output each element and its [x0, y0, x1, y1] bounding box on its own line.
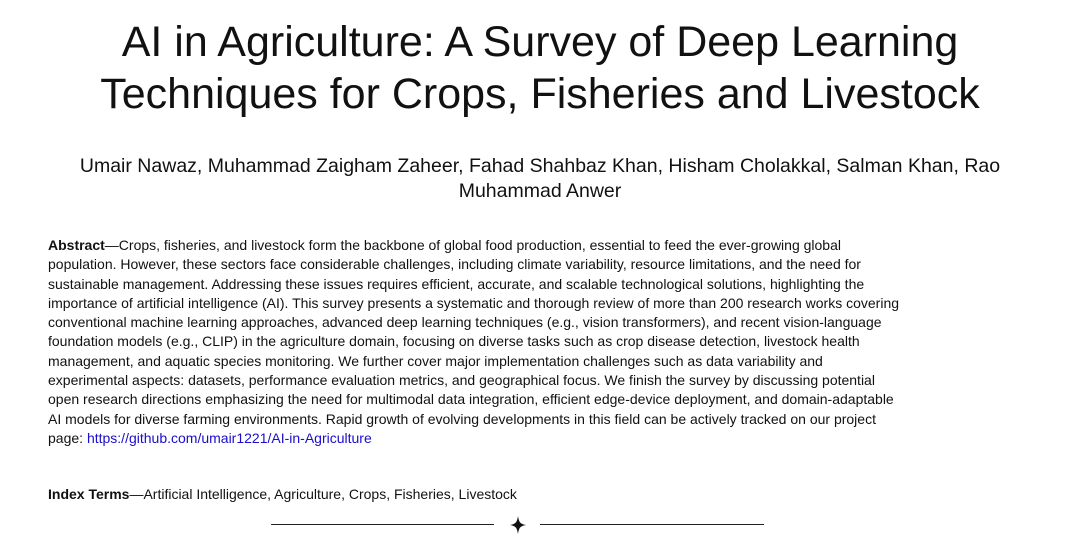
abstract-text: —Crops, fisheries, and livestock form the backbone of global food production, essential to feed the ever-growing global [104, 237, 841, 253]
abstract-line: experimental aspects: datasets, performance evaluation metrics, and geographical focus. We finish the survey by discussing potential [48, 372, 875, 389]
abstract-line: conventional machine learning approaches, advanced deep learning techniques (e.g., vision transformers), and recent vision-language [48, 314, 882, 331]
abstract-line: management, and aquatic species monitoring. We further cover major implementation challenges such as data variability and [48, 352, 823, 369]
author-list [0, 154, 1080, 204]
abstract-line: population. However, these sectors face considerable challenges, including climate variability, resource limitations, and the need for [48, 256, 861, 273]
paper-title-line-2: Techniques for Crops, Fisheries and Livestock [100, 70, 980, 118]
index-terms [48, 485, 517, 504]
author-list-line-2: Muhammad Anwer [458, 180, 622, 202]
abstract-page-prefix: page: [48, 429, 87, 446]
abstract-label: Abstract [48, 237, 105, 253]
abstract-line: sustainable management. Addressing these issues requires efficient, accurate, and scalable technological solutions, highlighting the [48, 275, 865, 292]
paper-title [0, 16, 1080, 120]
author-list-line-1: Umair Nawaz, Muhammad Zaigham Zaheer, Fahad Shahbaz Khan, Hisham Cholakkal, Salman Khan, Rao [79, 155, 1001, 177]
divider-rule-right [540, 524, 764, 525]
abstract-line: AI models for diverse farming environments. Rapid growth of evolving developments in this field can be actively tracked on our project [48, 410, 876, 427]
index-terms-label: Index Terms [48, 486, 130, 502]
abstract [48, 236, 1048, 448]
section-divider [0, 514, 1080, 536]
index-terms-text: —Artificial Intelligence, Agriculture, Crops, Fisheries, Livestock [129, 486, 517, 502]
abstract-line [48, 429, 1048, 448]
abstract-line: foundation models (e.g., CLIP) in the agriculture domain, focusing on diverse tasks such as crop disease detection, livestock health [48, 333, 860, 350]
abstract-line: open research directions emphasizing the need for multimodal data integration, efficient edge-device deployment, and domain-adaptable [48, 391, 894, 408]
four-point-star-icon [508, 514, 528, 536]
paper-title-line-1: AI in Agriculture: A Survey of Deep Learning [121, 18, 959, 66]
project-github-link[interactable]: https://github.com/umair1221/AI-in-Agriculture [86, 429, 372, 446]
abstract-line: importance of artificial intelligence (AI). This survey presents a systematic and thorough review of more than 200 research works covering [48, 294, 900, 311]
divider-rule-left [271, 524, 494, 525]
abstract-line [48, 236, 1048, 255]
